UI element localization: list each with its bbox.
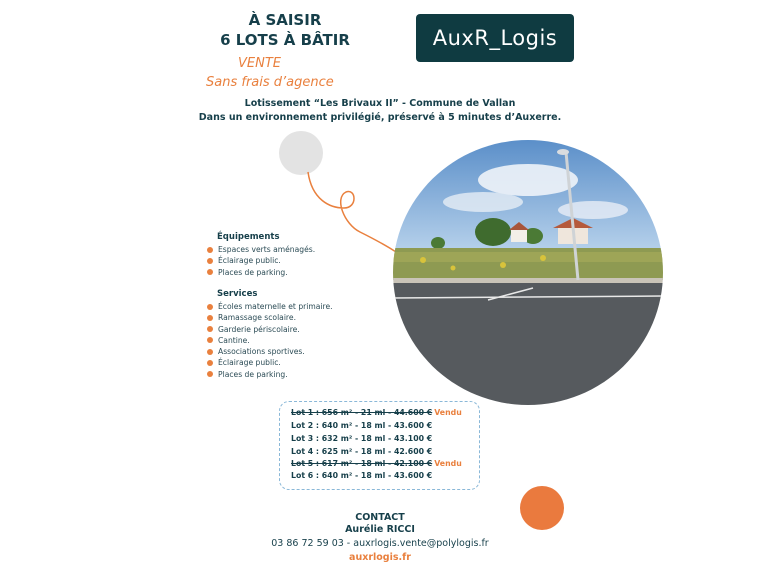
lot-row xyxy=(291,421,432,430)
lots-price-box xyxy=(279,401,480,490)
subtitle-line1: Lotissement “Les Brivaux II” - Commune de Vallan xyxy=(244,98,516,109)
lot-photo xyxy=(393,140,663,405)
list-item: Éclairage public. xyxy=(207,357,333,368)
equipements-section xyxy=(217,232,280,242)
list-item: Garderie périscolaire. xyxy=(207,324,333,335)
sold-label: Vendu xyxy=(434,408,462,417)
list-item: Écoles maternelle et primaire. xyxy=(207,301,333,312)
list-item: Places de parking. xyxy=(207,267,315,278)
brand-logo: AuxR_Logis xyxy=(416,14,574,62)
list-item: Cantine. xyxy=(207,335,333,346)
equipements-title: Équipements xyxy=(217,232,280,242)
lot-text: Lot 1 : 656 m² - 21 ml - 44.600 € xyxy=(291,408,433,417)
subtitle-line2: Dans un environnement privilégié, préservé à 5 minutes d’Auxerre. xyxy=(198,112,562,123)
lot-text: Lot 5 : 617 m² - 18 ml - 42.100 € xyxy=(291,459,433,468)
headline-line1: À SAISIR xyxy=(248,11,322,29)
sans-frais-label: Sans frais d’agence xyxy=(206,75,334,90)
lot-row xyxy=(291,471,432,480)
list-item: Éclairage public. xyxy=(207,255,315,266)
headline xyxy=(180,10,390,50)
lot-row xyxy=(291,408,462,417)
list-item: Associations sportives. xyxy=(207,346,333,357)
lot-text: Lot 3 : 632 m² - 18 ml - 43.100 € xyxy=(291,434,433,443)
contact-name: Aurélie RICCI xyxy=(345,524,415,535)
lot-text: Lot 4 : 625 m² - 18 ml - 42.600 € xyxy=(291,447,433,456)
decorative-orange-circle xyxy=(520,486,564,530)
lot-row xyxy=(291,434,432,443)
website-link[interactable]: auxrlogis.fr xyxy=(349,552,411,563)
contact-phone-email[interactable]: 03 86 72 59 03 - auxrlogis.vente@polylogis.fr xyxy=(271,538,489,549)
headline-line2: 6 LOTS À BÂTIR xyxy=(220,31,350,49)
services-list xyxy=(207,301,333,380)
list-item: Places de parking. xyxy=(207,369,333,380)
contact-title: CONTACT xyxy=(355,512,405,523)
services-title: Services xyxy=(217,289,258,299)
sold-label: Vendu xyxy=(434,459,462,468)
decorative-orange-curve xyxy=(300,160,410,260)
vente-label: VENTE xyxy=(238,56,281,71)
lot-row xyxy=(291,459,462,468)
list-item: Ramassage scolaire. xyxy=(207,312,333,323)
lot-text: Lot 6 : 640 m² - 18 ml - 43.600 € xyxy=(291,471,433,480)
list-item: Espaces verts aménagés. xyxy=(207,244,315,255)
equipements-list xyxy=(207,244,315,278)
services-section xyxy=(217,289,257,299)
lot-row xyxy=(291,447,432,456)
lot-text: Lot 2 : 640 m² - 18 ml - 43.600 € xyxy=(291,421,433,430)
